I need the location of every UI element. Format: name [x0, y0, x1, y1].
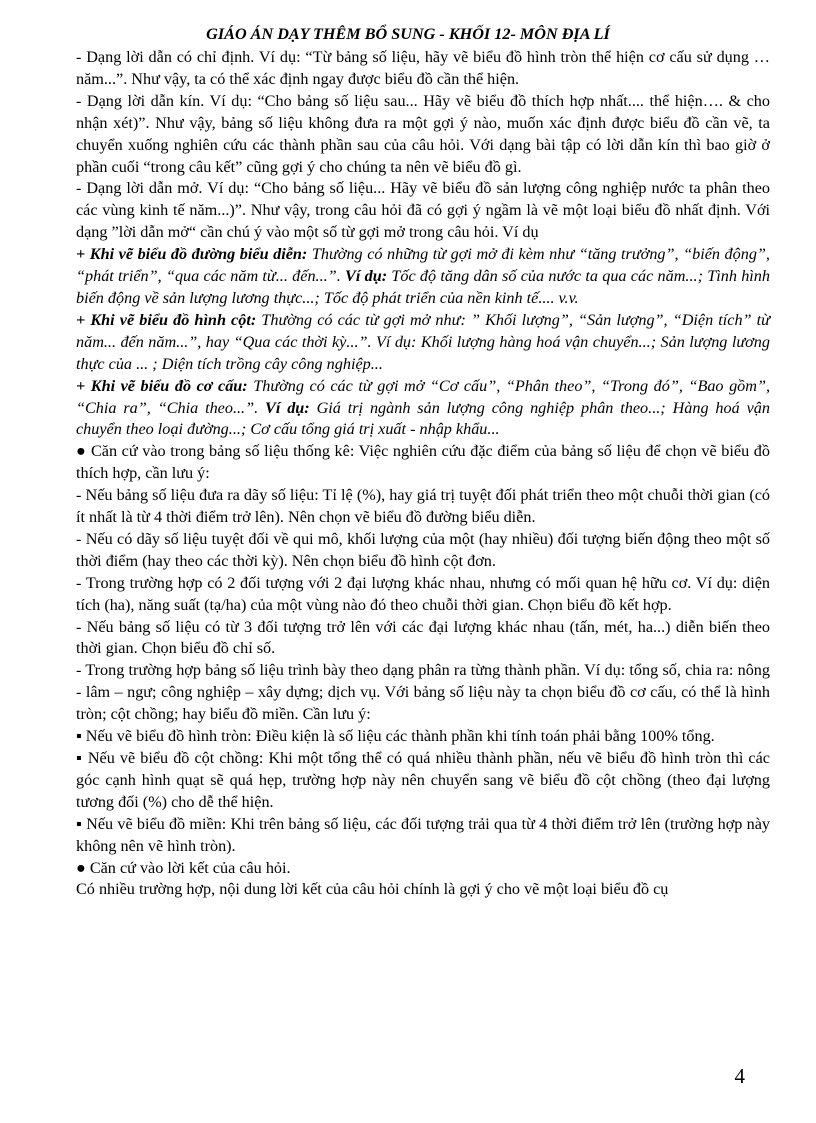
paragraph: ▪ Nếu vẽ biểu đồ miền: Khi trên bảng số liệu, các đối tượng trải qua từ 4 thời điểm trở lên (trường hợp này không nên vẽ hình tròn). — [76, 814, 770, 855]
page-number: 4 — [734, 1064, 745, 1088]
document-body — [76, 47, 770, 901]
paragraph: ▪ Nếu vẽ biểu đồ hình tròn: Điều kiện là số liệu các thành phần khi tính toán phải bằng 100% tổng. — [76, 727, 715, 746]
italic-paragraph-structure-chart — [76, 376, 770, 442]
paragraph: - Nếu bảng số liệu có từ 3 đối tượng trở lên với các đại lượng khác nhau (tấn, mét, ha...) diễn biến theo thời gian. Chọn biểu đồ chỉ số. — [76, 617, 770, 658]
paragraph: - Dạng lời dẫn có chỉ định. Ví dụ: “Từ bảng số liệu, hãy vẽ biểu đồ hình tròn thể hiện cơ cấu sử dụng … năm...”. Như vậy, ta có thể xác định ngay được biểu đồ cần thể hiện. — [76, 48, 770, 88]
italic-paragraph-text: Thường có các từ gợi mở “Cơ cấu”, “Phân theo”, “Trong đó”, “Bao gồm”, “Chia ra”, “Chia theo...”. — [76, 376, 770, 417]
paragraph: ▪ Nếu vẽ biểu đồ cột chồng: Khi một tổng thể có quá nhiều thành phần, nếu vẽ biểu đồ hình tròn thì các góc cạnh hình quạt sẽ quá hẹp, trường hợp này nên chuyển sang vẽ biểu đồ cột chồng (theo đại lượng tương đối (%) cho dễ thể hiện. — [76, 749, 770, 811]
italic-paragraph-text: Thường có các từ gợi mở như: ” Khối lượng”, “Sản lượng”, “Diện tích” từ năm... đến năm...”, hay “Qua các thời kỳ...”. Ví dụ: Khối lượng hàng hoá vận chuyển...; Sản lượng lương thực của ... ; Diện tích trồng cây công nghiệp... — [76, 310, 771, 373]
paragraph: Có nhiều trường hợp, nội dung lời kết của câu hỏi chính là gợi ý cho vẽ một loại biểu đồ cụ — [76, 880, 669, 899]
example-label: Ví dụ: — [265, 398, 310, 417]
italic-paragraph-text: Tốc độ tăng dân số của nước ta qua các năm...; Tình hình biến động về sản lượng lương thực...; Tốc độ phát triển của nền kinh tế.... v.v. — [76, 267, 770, 307]
page-header-title: GIÁO ÁN DẠY THÊM BỔ SUNG - KHỐI 12- MÔN ĐỊA LÍ — [206, 25, 610, 43]
paragraph: - Nếu bảng số liệu đưa ra dãy số liệu: Tỉ lệ (%), hay giá trị tuyệt đối phát triển theo một chuỗi thời gian (có ít nhất là từ 4 thời điểm trở lên). Nên chọn vẽ biểu đồ đường biểu diễn. — [76, 486, 770, 527]
paragraph: - Dạng lời dẫn kín. Ví dụ: “Cho bảng số liệu sau... Hãy vẽ biểu đồ thích hợp nhất.... thể hiện…. & cho nhận xét)”. Như vậy, bảng số liệu không đưa ra một gợi ý nào, muốn xác định được biểu đồ cần vẽ, ta chuyển xuống nghiên cứu các thành phần sau của câu hỏi. Với dạng bài tập có lời dẫn kín thì bao giờ ở phần cuối “trong câu kết” cũng gợi ý cho chúng ta nên vẽ biểu đồ gì. — [76, 91, 770, 176]
paragraph: - Trong trường hợp có 2 đối tượng với 2 đại lượng khác nhau, nhưng có mối quan hệ hữu cơ. Ví dụ: diện tích (ha), năng suất (tạ/ha) của một vùng nào đó theo chuỗi thời gian. Chọn biểu đồ kết hợp. — [76, 573, 770, 614]
italic-paragraph-text: Giá trị ngành sản lượng công nghiệp phân theo...; Hàng hoá vận chuyển theo loại đường...; Cơ cấu tổng giá trị xuất - nhập khẩu... — [76, 398, 770, 439]
paragraph: ● Căn cứ vào lời kết của câu hỏi. — [76, 858, 291, 877]
italic-paragraph-label: + Khi vẽ biểu đồ đường biểu diễn: — [76, 245, 308, 264]
italic-paragraph-line-chart — [76, 244, 770, 310]
paragraph: - Dạng lời dẫn mở. Ví dụ: “Cho bảng số liệu... Hãy vẽ biểu đồ sản lượng công nghiệp nước ta phân theo các vùng kinh tế năm...)”. Như vậy, trong câu hỏi đã có gợi ý ngầm là vẽ một loại biểu đồ nhất định. Với dạng ”lời dẫn mở“ cần chú ý vào một số từ gợi mở trong câu hỏi. Ví dụ — [76, 179, 770, 242]
italic-paragraph-label: + Khi vẽ biểu đồ cơ cấu: — [76, 376, 248, 395]
italic-paragraph-label: + Khi vẽ biểu đồ hình cột: — [76, 310, 257, 329]
example-label: Ví dụ: — [345, 267, 388, 286]
paragraph: ● Căn cứ vào trong bảng số liệu thống kê: Việc nghiên cứu đặc điểm của bảng số liệu để chọn vẽ biểu đồ thích hợp, cần lưu ý: — [76, 442, 770, 483]
italic-paragraph-text: Thường có những từ gợi mở đi kèm như “tăng trưởng”, “biến động”, “phát triển”, “qua các năm từ... đến...”. — [76, 245, 770, 286]
paragraph: - Nếu có dãy số liệu tuyệt đối về qui mô, khối lượng của một (hay nhiều) đối tượng biến động theo một số thời điểm (hay theo các thời kỳ). Nên chọn biểu đồ hình cột đơn. — [76, 529, 770, 570]
paragraph: - Trong trường hợp bảng số liệu trình bày theo dạng phân ra từng thành phần. Ví dụ: tổng số, chia ra: nông - lâm – ngư; công nghiệp – xây dựng; dịch vụ. Với bảng số liệu này ta chọn biểu đồ cơ cấu, có thể là hình tròn; cột chồng; hay biểu đồ miền. Cần lưu ý: — [76, 661, 770, 724]
italic-paragraph-bar-chart — [76, 310, 770, 376]
